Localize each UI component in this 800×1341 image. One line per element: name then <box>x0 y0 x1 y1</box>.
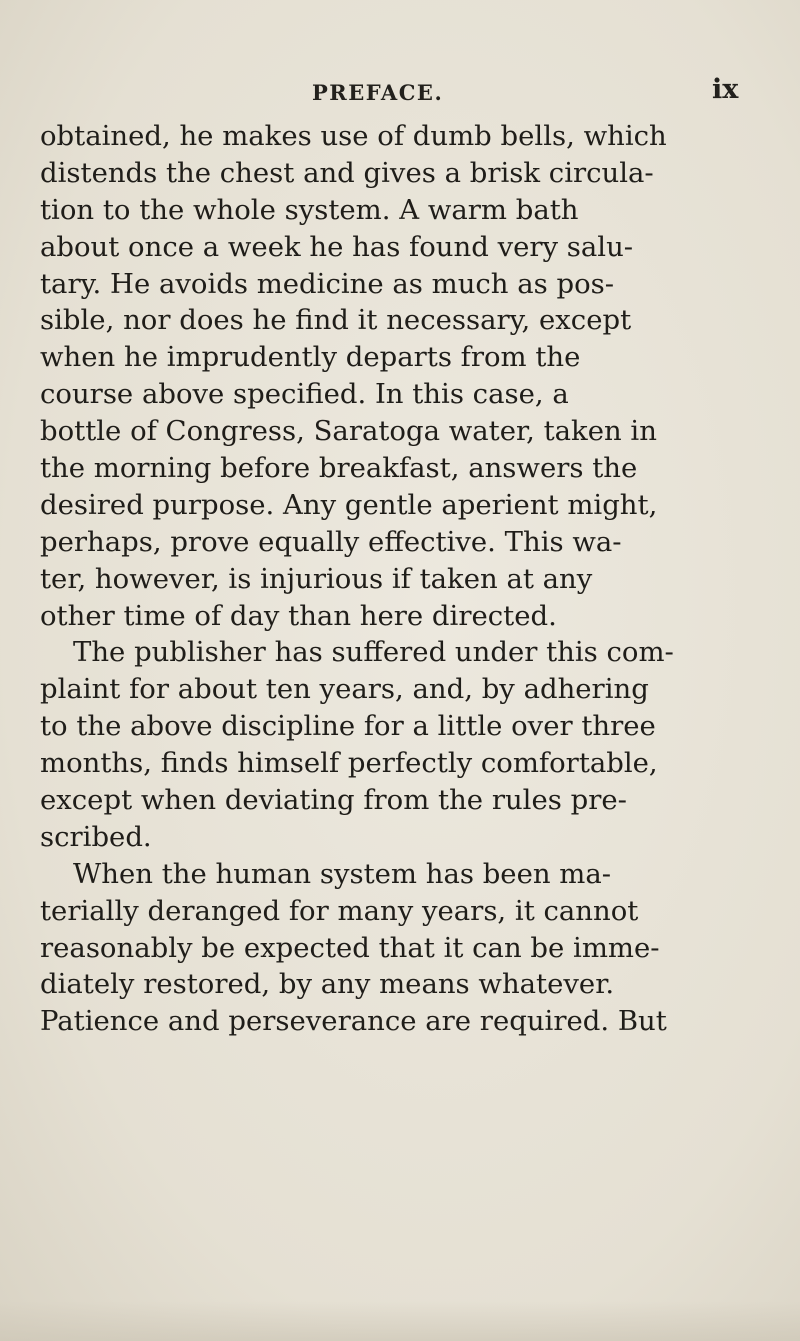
text-line: Patience and perseverance are required. But <box>40 1005 667 1038</box>
text-line: months, finds himself perfectly comfortable, <box>40 747 658 780</box>
body-text <box>40 118 780 1040</box>
text-line: diately restored, by any means whatever. <box>40 968 615 1001</box>
text-line: course above specified. In this case, a <box>40 378 569 411</box>
text-line: sible, nor does he find it necessary, except <box>40 304 632 337</box>
paragraph-start-line: The publisher has suffered under this com- <box>73 636 674 669</box>
text-line: the morning before breakfast, answers the <box>40 452 638 485</box>
paragraph-start-line: When the human system has been ma- <box>73 857 612 890</box>
text-line: desired purpose. Any gentle aperient might, <box>40 488 658 521</box>
page-header <box>0 74 800 112</box>
text-line: when he imprudently departs from the <box>40 341 581 374</box>
text-line: scribed. <box>40 820 152 853</box>
page-number: ix <box>712 74 739 105</box>
text-line: terially deranged for many years, it cannot <box>40 894 639 927</box>
text-line: plaint for about ten years, and, by adhering <box>40 673 649 706</box>
page-edge-shadow <box>0 1301 800 1341</box>
running-title: PREFACE. <box>312 80 444 105</box>
text-line: distends the chest and gives a brisk circula- <box>40 156 654 189</box>
text-line: bottle of Congress, Saratoga water, taken in <box>40 415 657 448</box>
text-line: except when deviating from the rules pre- <box>40 784 627 817</box>
text-line: reasonably be expected that it can be imme- <box>40 931 660 964</box>
text-line: perhaps, prove equally effective. This wa- <box>40 525 622 558</box>
text-line: tary. He avoids medicine as much as pos- <box>40 267 615 300</box>
text-line: tion to the whole system. A warm bath <box>40 193 579 226</box>
text-line: other time of day than here directed. <box>40 599 557 632</box>
text-line: to the above discipline for a little over three <box>40 710 656 743</box>
text-line: ter, however, is injurious if taken at any <box>40 562 593 595</box>
text-line: obtained, he makes use of dumb bells, which <box>40 120 667 152</box>
text-line: about once a week he has found very salu- <box>40 230 634 263</box>
